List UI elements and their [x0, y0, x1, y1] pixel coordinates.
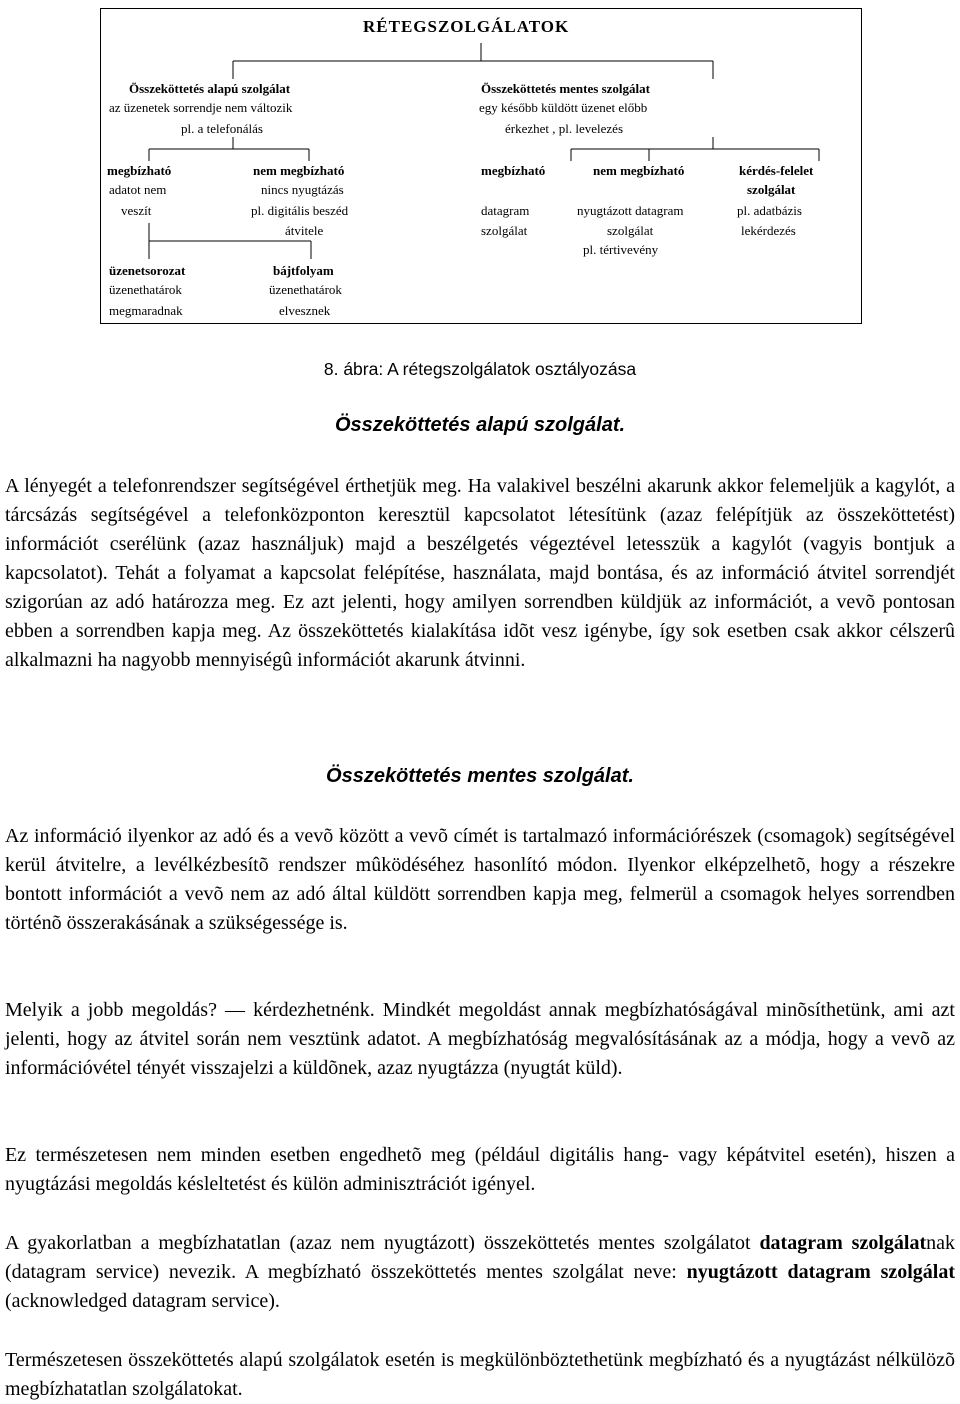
p5-text-e: (acknowledged datagram service).: [5, 1290, 280, 1312]
service-classification-diagram: [100, 8, 862, 324]
node-connectionless-title: Összeköttetés mentes szolgálat: [481, 81, 650, 96]
term-datagram-service: datagram szolgálat: [759, 1232, 927, 1254]
node-request-response-line1: pl. adatbázis: [737, 203, 802, 218]
node-byte-stream-title: bájtfolyam: [273, 263, 334, 278]
section-heading-connectionless: Összeköttetés mentes szolgálat.: [326, 765, 634, 787]
node-cl-unreliable-line2: szolgálat: [607, 223, 654, 238]
figure-caption: 8. ábra: A rétegszolgálatok osztályozása: [323, 359, 637, 379]
node-byte-stream-line2: elvesznek: [279, 303, 331, 318]
node-unreliable-line2: pl. digitális beszéd: [251, 203, 349, 218]
node-cl-reliable-line2: szolgálat: [481, 223, 528, 238]
node-cl-reliable-line1: datagram: [481, 203, 530, 218]
node-unreliable-title: nem megbízható: [253, 163, 345, 178]
node-message-sequence-line1: üzenethatárok: [109, 282, 182, 297]
node-reliable-line2: veszít: [121, 203, 152, 218]
node-connection-oriented-title: Összeköttetés alapú szolgálat: [129, 81, 291, 96]
node-message-sequence-title: üzenetsorozat: [109, 263, 186, 278]
p5-text-c: nak (datagram service) nevezik. A megbízható összeköttetés mentes szolgálat neve:: [5, 1232, 955, 1283]
node-request-response-title: kérdés-felelet: [739, 163, 814, 178]
node-unreliable-line3: átvitele: [285, 223, 324, 238]
paragraph-datagram-definitions: [5, 1229, 955, 1316]
node-cl-unreliable-line1: nyugtázott datagram: [577, 203, 684, 218]
term-acknowledged-datagram-service: nyugtázott datagram szolgálat: [686, 1261, 956, 1283]
node-request-response-line2: lekérdezés: [741, 223, 796, 238]
node-unreliable-line1: nincs nyugtázás: [261, 182, 344, 197]
node-reliable-line1: adatot nem: [109, 182, 167, 197]
node-connectionless-desc: egy később küldött üzenet előbb: [479, 100, 648, 115]
diagram-title: RÉTEGSZOLGÁLATOK: [363, 17, 570, 36]
node-message-sequence-line2: megmaradnak: [109, 303, 183, 318]
node-connection-oriented-desc: az üzenetek sorrendje nem változik: [109, 100, 293, 115]
paragraph-connection-oriented: A lényegét a telefonrendszer segítségével érthetjük meg. Ha valakivel beszélni akarunk akkor felemeljük a kagylót, a tárcsázás segítségével a telefonközponton keresztül kapcsolatot létesítünk (azaz felépítjük az összeköttetést) információt cserélünk (azaz használjuk) majd a beszélgetés végeztével letesszük a kagylót (vagyis bontjuk a kapcsolatot). Tehát a folyamat a kapcsolat felépítése, használata, majd bontása, és az információ átvitel sorrendjét szigorúan az adó határozza meg. Ez azt jelenti, hogy amilyen sorrendben küldjük az információt, a vevõ pontosan ebben a sorrendben kapja meg. Az összeköttetés kialakítása idõt vesz igénybe, így sok esetben csak akkor célszerû alkalmazni ha nagyobb mennyiségû információt akarunk átvinni.: [5, 475, 955, 671]
node-reliable-title: megbízható: [107, 163, 172, 178]
node-cl-reliable-title: megbízható: [481, 163, 546, 178]
node-connection-oriented-example: pl. a telefonálás: [181, 121, 263, 136]
paragraph-reliability: Melyik a jobb megoldás? — kérdezhetnénk. Mindkét megoldást annak megbízhatóságával minõsíthetünk, ami azt jelenti, hogy az átvitel során nem vesztünk adatot. A megbízhatóság megvalósításának az a módja, hogy a vevõ az információvétel tényét visszajelzi a küldõnek, azaz nyugtázza (nyugtát küld).: [5, 999, 955, 1079]
paragraph-connection-oriented-variants: Természetesen összeköttetés alapú szolgálatok esetén is megkülönböztethetünk megbízható és a nyugtázást nélkülözõ megbízhatatlan szolgálatokat.: [5, 1349, 955, 1400]
p5-text-a: A gyakorlatban a megbízhatatlan (azaz nem nyugtázott) összeköttetés mentes szolgálatot: [5, 1232, 760, 1254]
paragraph-acknowledgement-cost: Ez természetesen nem minden esetben engedhetõ meg (például digitális hang- vagy képátvitel esetén), hiszen a nyugtázási megoldás késleltetést és külön adminisztrációt igényel.: [5, 1144, 955, 1195]
node-cl-unreliable-line3: pl. tértivevény: [583, 242, 659, 257]
node-connectionless-example: érkezhet , pl. levelezés: [505, 121, 624, 136]
paragraph-connectionless: Az információ ilyenkor az adó és a vevõ között a vevõ címét is tartalmazó információrészek (csomagok) segítségével kerül átvitelre, a levélkézbesítõ rendszer mûködéséhez hasonlító módon. Ilyenkor elképzelhetõ, hogy a részekre bontott információt a vevõ nem az adó által küldött sorrendben kapja meg, felmerül a csomagok helyes sorrendben történõ összerakásának a szükségessége is.: [5, 825, 955, 934]
section-heading-connection-oriented: Összeköttetés alapú szolgálat.: [334, 414, 626, 436]
node-cl-unreliable-title: nem megbízható: [593, 163, 685, 178]
node-byte-stream-line1: üzenethatárok: [269, 282, 342, 297]
node-request-response-title2: szolgálat: [747, 182, 796, 197]
